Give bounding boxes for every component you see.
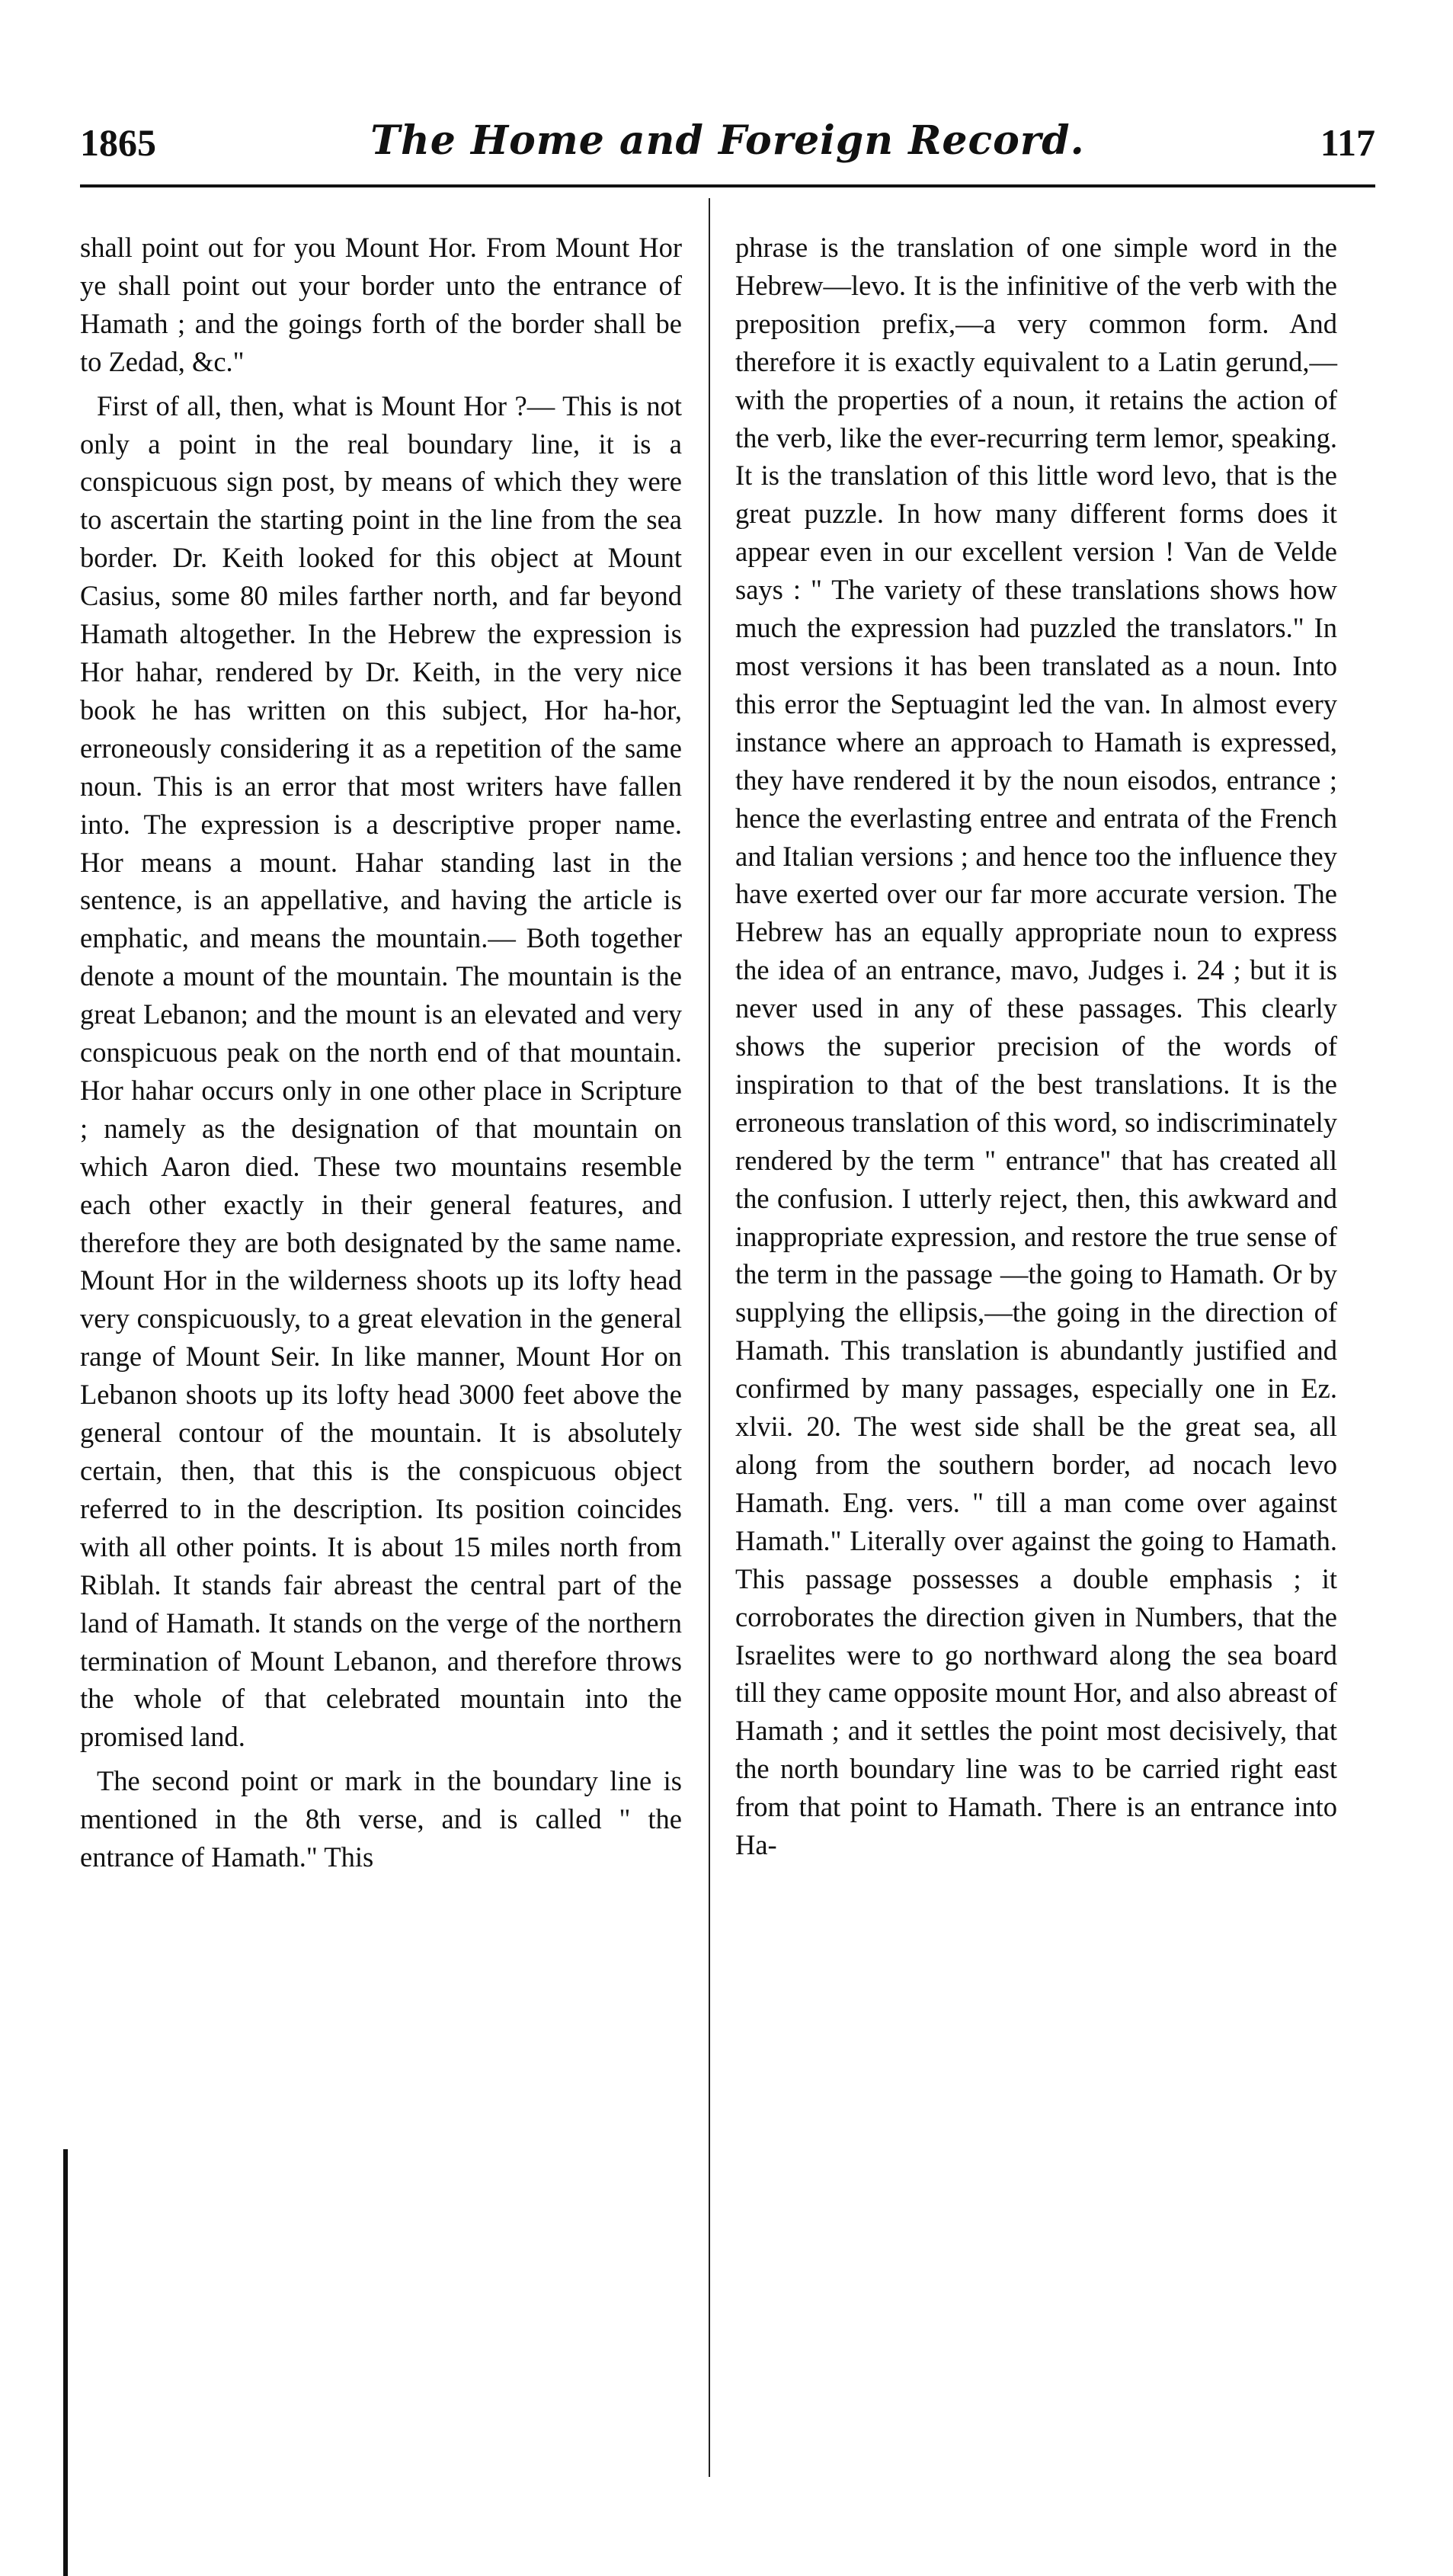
left-paragraph-1: shall point out for you Mount Hor. From Mount Hor ye shall point out your border unto the entrance of Hamath ; and the goings forth of the border shall be to Zedad, &c." xyxy=(80,232,682,377)
left-paragraph-2: First of all, then, what is Mount Hor ?— This is not only a point in the real boundary line, it is a conspicuous sign post, by means of which they were to ascertain the starting point in the line from the sea border. Dr. Keith looked for this object at Mount Casius, some 80 miles farther north, and far beyond Hamath altogether. In the Hebrew the expression is Hor hahar, rendered by Dr. Keith, in the very nice book he has written on this subject, Hor ha-hor, erroneously considering it as a repetition of the same noun. This is an error that most writers have fallen into. The expression is a descriptive proper name. Hor means a mount. Hahar standing last in the sentence, is an appellative, and having the article is emphatic, and means the mountain.— Both together denote a mount of the mountain. The mountain is the great Lebanon; and the mount is an elevated and very conspicuous peak on the north end of that mountain. Hor hahar occurs only in one other place in Scripture ; namely as the designation of that mountain on which Aaron died. These two mountains resemble each other exactly in their general features, and therefore they are both designated by the same name. Mount Hor in the wilderness shoots up its lofty head very conspicuously, to a great elevation in the general range of Mount Seir. In like manner, Mount Hor on Lebanon shoots up its lofty head 3000 feet above the general contour of the mountain. It is absolutely certain, then, that this is the conspicuous object referred to in the description. Its position coincides with all other points. It is about 15 miles north from Riblah. It stands fair abreast the central part of the land of Hamath. It stands on the verge of the northern termination of Mount Lebanon, and therefore throws the whole of that celebrated mountain into the promised land. xyxy=(80,389,682,1753)
right-paragraph-1: phrase is the translation of one simple word in the Hebrew—levo. It is the infinitive of the verb with the preposition prefix,—a very common form. And therefore it is exactly equivalent to a Latin gerund,—with the properties of a noun, it retains the action of the verb, like the ever-recurring term lemor, speaking. It is the translation of this little word levo, that is the great puzzle. In how many different forms does it appear even in our excellent version ! Van de Velde says : " The variety of these translations shows how much the expression had puzzled the translators." In most versions it has been translated as a noun. Into this error the Septuagint led the van. In almost every instance where an approach to Hamath is expressed, they have rendered it by the noun eisodos, entrance ; hence the everlasting entree and entrata of the French and Italian versions ; and hence too the influence they have exerted over our far more accurate version. The Hebrew has an equally appropriate noun to express the idea of an entrance, mavo, Judges i. 24 ; but it is never used in any of these passages. This clearly shows the superior precision of the words of inspiration to that of the best translations. It is the erroneous translation of this word, so indiscriminately rendered by the term " entrance" that has created all the confusion. I utterly reject, then, this awkward and inappropriate expression, and restore the true sense of the term in the passage —the going to Hamath. Or by supplying the ellipsis,—the going in the direction of Hamath. This translation is abundantly justified and confirmed by many passages, especially one in Ez. xlvii. 20. The west side shall be the great sea, all along from the southern border, ad nocach levo Hamath. Eng. vers. " till a man come over against Hamath." Literally over against the going to Hamath. This passage possesses a double emphasis ; it corroborates the direction given in Numbers, that the Israelites were to go northward along the sea board till they came opposite mount Hor, and also abreast of Hamath ; and it settles the point most decisively, that the north boundary line was to be carried right east from that point to Hamath. There is an entrance into Ha- xyxy=(735,232,1337,1861)
header-rule xyxy=(80,184,1375,187)
publication-title: The Home and Foreign Record. xyxy=(370,117,1085,164)
header-year: 1865 xyxy=(80,121,156,164)
page-number: 117 xyxy=(1320,121,1375,164)
margin-scan-mark xyxy=(63,2149,68,2576)
column-divider xyxy=(709,198,710,2477)
running-head xyxy=(80,114,1375,175)
left-column xyxy=(80,229,682,1876)
book-page xyxy=(80,114,1375,2469)
left-paragraph-3: The second point or mark in the boundary line is mentioned in the 8th verse, and is called " the entrance of Hamath." This xyxy=(80,1765,682,1873)
right-column xyxy=(735,229,1337,1864)
